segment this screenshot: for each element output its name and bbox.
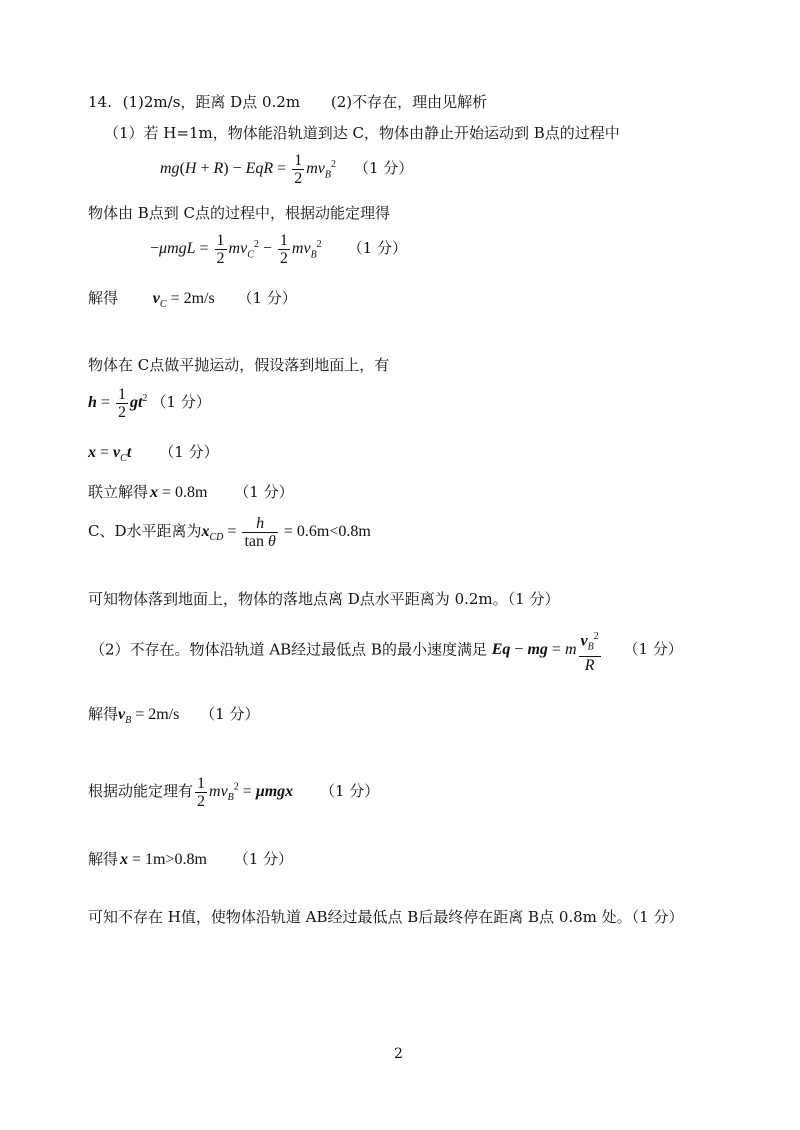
part1-conclusion: 可知物体落到地面上，物体的落地点离 D点水平距离为 0.2m。（1 分） — [88, 590, 560, 608]
combine-solve: 联立解得 x = 0.8m （1 分） — [88, 483, 294, 501]
vc-symbol: v — [152, 290, 160, 307]
solve-label: 解得 — [88, 850, 119, 868]
score-label: （1 分） — [234, 483, 294, 501]
solve-x: 解得 x = 1m>0.8m （1 分） — [88, 850, 294, 868]
solve-label: 解得 — [88, 289, 119, 307]
score-label: （1 分） — [151, 393, 211, 412]
score-label: （1 分） — [347, 239, 407, 258]
equation-energy-ab: mg(H + R) − EqR = $\frac{1}{2}$ $mv_B^2$ （1 分） — [160, 152, 414, 187]
part1-intro: （1）若 H=1m，物体能沿轨道到达 C，物体由静止开始运动到 B点的过程中 — [104, 124, 620, 142]
b-to-c-text: 物体由 B点到 C点的过程中，根据动能定理得 — [88, 204, 391, 222]
part2-answer: (2)不存在，理由见解析 — [330, 93, 488, 111]
solve-vc: 解得 $v_C = 2m/s$ （1 分） — [88, 289, 297, 311]
x-value: = 0.8m — [158, 484, 208, 501]
vb-value: = 2m/s — [131, 706, 180, 723]
solve-label: 解得 — [88, 705, 119, 723]
energy-label: 根据动能定理有 — [88, 782, 194, 801]
equation-height: h = $\frac{1}{2}$ $gt^2$ （1 分） — [88, 386, 211, 421]
cd-label: C、D水平距离为 — [88, 522, 202, 541]
part2-intro-line: （2）不存在。物体沿轨道 AB经过最低点 B的最小速度满足 Eq − mg = m $\frac{v_B^2}{R}$ （1 分） — [90, 628, 683, 674]
score-label: （1 分） — [233, 850, 294, 868]
page-number: 2 — [394, 1046, 403, 1062]
cd-result: = 0.6m<0.8m — [279, 523, 371, 541]
score-label: （1 分） — [159, 443, 219, 461]
equation-work-energy-bc: −μmgL = $\frac{1}{2}$ $mv_C^2$ − $\frac{1}{2}$ $mv_B^2$ （1 分） — [150, 232, 407, 267]
solve-vb: 解得$v_B = 2m/s$ （1 分） — [88, 705, 260, 727]
score-label: （1 分） — [200, 705, 260, 723]
energy-equation-line: 根据动能定理有 $\frac{1}{2}$ $mv_B^2 = \mu mgx$ （1 分） — [88, 775, 380, 810]
score-label: （1 分） — [319, 782, 380, 801]
cd-distance: C、D水平距离为$x_{CD}$ = $\frac{h}{\text{tan θ}}$ = 0.6m<0.8m — [88, 515, 371, 550]
projectile-text: 物体在 C点做平抛运动，假设落到地面上，有 — [88, 356, 390, 374]
part2-intro: （2）不存在。物体沿轨道 AB经过最低点 B的最小速度满足 — [90, 640, 487, 659]
score-label: （1 分） — [237, 289, 297, 307]
score-label: （1 分） — [353, 159, 414, 178]
question-number: 14. — [88, 93, 112, 111]
vc-value: = 2m/s — [166, 290, 215, 307]
part1-answer: (1)2m/s，距离 D点 0.2m — [122, 93, 301, 111]
part2-conclusion: 可知不存在 H值，使物体沿轨道 AB经过最低点 B后最终停在距离 B点 0.8m 处。（1 分） — [88, 908, 684, 926]
answer-header — [88, 92, 487, 112]
combine-label: 联立解得 — [88, 483, 149, 501]
score-label: （1 分） — [623, 640, 683, 659]
equation-x-vct: $x = v_Ct$ （1 分） — [88, 443, 219, 465]
x2-value: = 1m>0.8m — [128, 851, 207, 868]
